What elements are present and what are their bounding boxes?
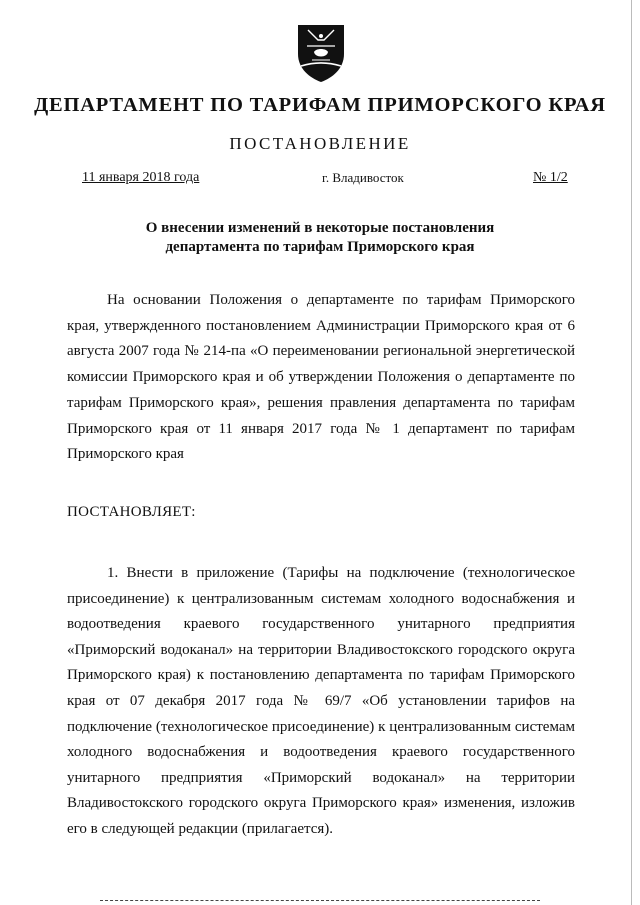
document-number: № 1/2 <box>533 170 568 185</box>
primorsky-coat-of-arms-icon <box>294 22 348 84</box>
resolves-heading: ПОСТАНОВЛЯЕТ: <box>67 504 196 520</box>
resolution-item <box>67 561 575 843</box>
document-subject <box>0 219 640 257</box>
document-type: ПОСТАНОВЛЕНИЕ <box>229 134 411 153</box>
subject-line: департамента по тарифам Приморского края <box>165 239 475 255</box>
organization-title: ДЕПАРТАМЕНТ ПО ТАРИФАМ ПРИМОРСКОГО КРАЯ <box>34 94 606 116</box>
preamble-text: На основании Положения о департаменте по тарифам Приморского края, утвержденного постановлением Администрации Приморского края от 6 августа 2007 года № 214-па «О переименовании региональной энергетической комиссии Приморского края и об утверждении Положения о департаменте по тарифам Приморского края», решения правления департамента по тарифам Приморского края от 11 января 2017 года № 1 департамент по тарифам Приморского края <box>67 292 575 463</box>
document-city: г. Владивосток <box>322 170 404 185</box>
subject-line: О внесении изменений в некоторые постановления <box>145 220 495 236</box>
preamble-paragraph <box>67 288 575 468</box>
scan-artifact-line <box>100 900 540 901</box>
resolution-item-text: 1. Внести в приложение (Тарифы на подключение (технологическое присоединение) к централизованным системам холодного водоснабжения и водоотведения краевого государственного унитарного предприятия «Приморский водоканал» на территории Владивостокского городского округа Приморского края) к постановлению департамента по тарифам Приморского края от 07 декабря 2017 года № 69/7 «Об установлении тарифов на подключение (технологическое присоединение) к централизованным системам холодного водоснабжения и водоотведения краевого государственного унитарного предприятия «Приморский водоканал» на территории Владивостокского городского округа Приморского края» изменения, изложив его в следующей редакции (прилагается). <box>67 565 575 837</box>
scan-edge <box>631 0 632 905</box>
document-date: 11 января 2018 года <box>82 170 200 185</box>
